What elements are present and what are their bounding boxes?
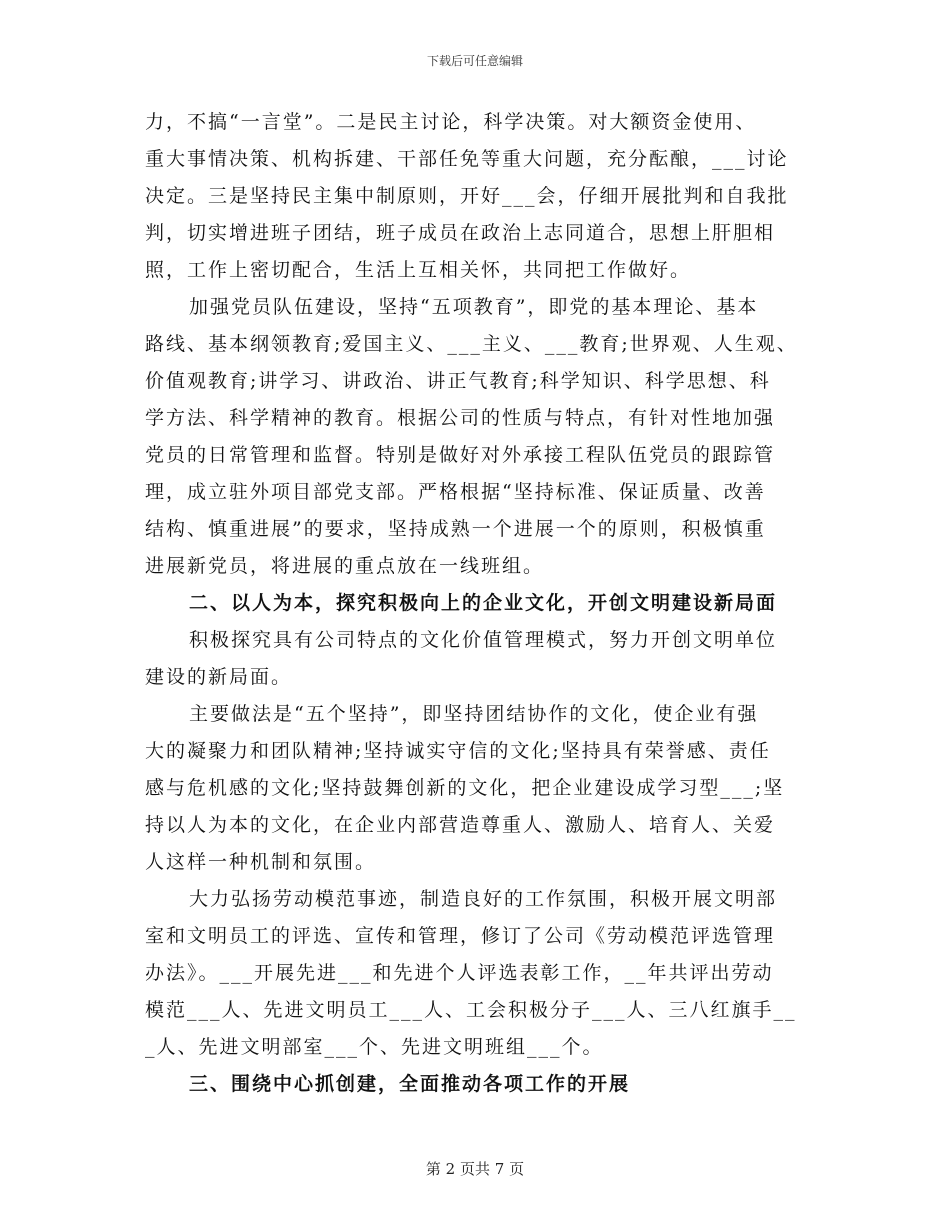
paragraph-line: 判，切实增进班子团结，班子成员在政治上志同道合，思想上肝胆相 xyxy=(145,222,776,244)
paragraph-line: 建设的新局面。 xyxy=(145,666,293,688)
paragraph-line: 积极探究具有公司特点的文化价值管理模式，努力开创文明单位 xyxy=(189,629,778,651)
paragraph-line: _人、先进文明部室___个、先进文明班组___个。 xyxy=(145,1036,604,1058)
paragraph-line: 感与危机感的文化;坚持鼓舞创新的文化，把企业建设成学习型___;坚 xyxy=(145,777,785,799)
paragraph-line: 理，成立驻外项目部党支部。严格根据“坚持标准、保证质量、改善 xyxy=(145,481,766,503)
paragraph-line: 大的凝聚力和团队精神;坚持诚实守信的文化;坚持具有荣誉感、责任 xyxy=(145,740,771,762)
paragraph-line: 进展新党员，将进展的重点放在一线班组。 xyxy=(145,555,545,577)
paragraph-line: 价值观教育;讲学习、讲政治、讲正气教育;科学知识、科学思想、科 xyxy=(145,370,771,392)
paragraph-line: 决定。三是坚持民主集中制原则，开好___会，仔细开展批判和自我批 xyxy=(145,185,789,207)
paragraph-line: 办法》。___开展先进___和先进个人评选表彰工作，__年共评出劳动 xyxy=(145,962,774,984)
section-heading: 二、以人为本，探究积极向上的企业文化，开创文明建设新局面 xyxy=(189,592,778,614)
paragraph-line: 加强党员队伍建设，坚持“五项教育”，即党的基本理论、基本 xyxy=(189,296,759,318)
paragraph-line: 室和文明员工的评选、宣传和管理，修订了公司《劳动模范评选管理 xyxy=(145,925,776,947)
paragraph-line: 力，不搞“一言堂”。二是民主讨论，科学决策。对大额资金使用、 xyxy=(145,111,757,133)
paragraph-line: 党员的日常管理和监督。特别是做好对外承接工程队伍党员的跟踪管 xyxy=(145,444,776,466)
document-body xyxy=(145,104,805,1103)
paragraph-line: 主要做法是“五个坚持”，即坚持团结协作的文化，使企业有强 xyxy=(189,703,759,725)
page-header: 下载后可任意编辑 xyxy=(426,54,523,68)
paragraph-line: 持以人为本的文化，在企业内部营造尊重人、激励人、培育人、关爱 xyxy=(145,814,776,836)
paragraph-line: 大力弘扬劳动模范事迹，制造良好的工作氛围，积极开展文明部 xyxy=(189,888,778,910)
paragraph-line: 人这样一种机制和氛围。 xyxy=(145,851,377,873)
paragraph-line: 重大事情决策、机构拆建、干部任免等重大问题，充分酝酿，___讨论 xyxy=(145,148,789,170)
paragraph-line: 模范___人、先进文明员工___人、工会积极分子___人、三八红旗手__ xyxy=(145,999,797,1021)
paragraph-line: 结构、慎重进展”的要求，坚持成熟一个进展一个的原则，积极慎重 xyxy=(145,518,766,540)
paragraph-line: 照，工作上密切配合，生活上互相关怀，共同把工作做好。 xyxy=(145,259,692,281)
page-footer: 第 2 页共 7 页 xyxy=(425,1160,525,1178)
paragraph-line: 学方法、科学精神的教育。根据公司的性质与特点，有针对性地加强 xyxy=(145,407,776,429)
paragraph-line: 路线、基本纲领教育;爱国主义、___主义、___教育;世界观、人生观、 xyxy=(145,333,798,355)
section-heading: 三、围绕中心抓创建，全面推动各项工作的开展 xyxy=(189,1073,631,1095)
